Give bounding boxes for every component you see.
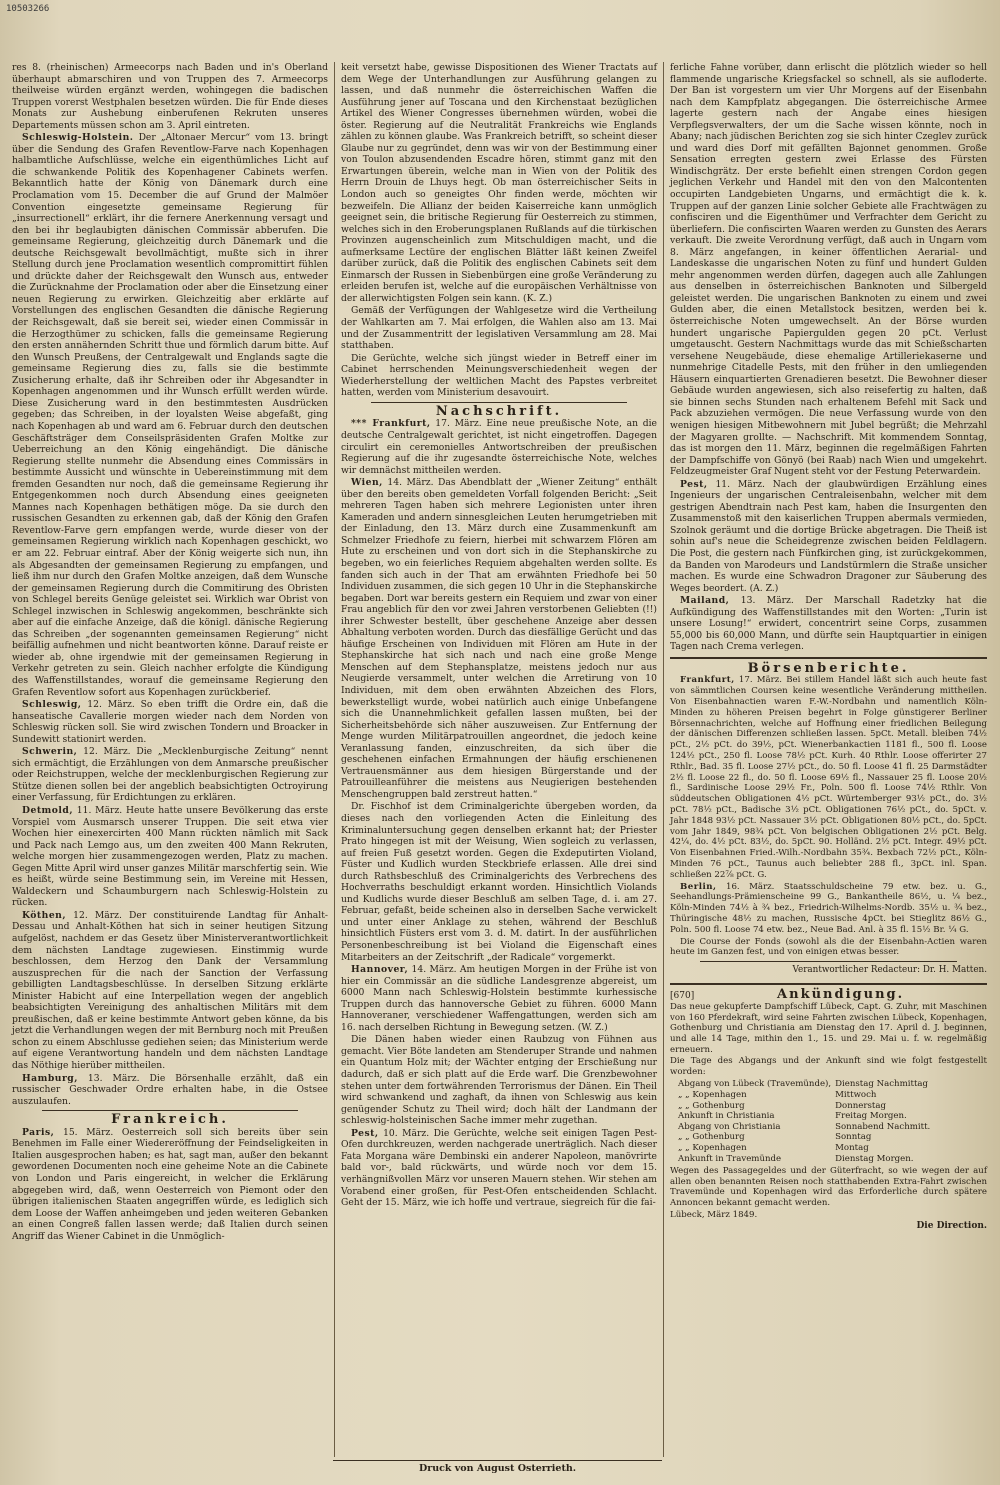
- article-text: 17. März. Bei stillem Handel läßt sich auch heute fast von sämmtlichen Coursen keine wesentliche Veränderung mittheilen. Von Eisenbahnactien waren F.-W.-Nordbahn und namentlich Köln-Minden zu höheren Preisen begehrt in Folge günstigerer Berliner Börsennachrichten, welche auf Hoffnung einer friedlichen Beilegung der dänischen Differenzen schließen lassen. 5pCt. Metall. bleiben 74½ pCt., 2½ pCt. do 39½, pCt. Wienerbankactien 1181 fl., 500 fl. Loose 124½ pCt., 250 fl. Loose 78½ pCt. Kurh. 40 Rthlr. Loose offerirter 27 Rthlr., Bad. 35 fl. Loose 27½ pCt., do. 50 fl. Loose 41 fl. 25 Darmstädter 2½ fl. Loose 22 fl., do. 50 fl. Loose 69½ fl., Nassauer 25 fl. Loose 20½ fl., Sardinische Loose 29½ Fr., Poln. 500 fl. Loose 74½ Rthlr. Von süddeutschen Obligationen 4½ pCt. Würtemberger 93½ pCt., do. 3½ pCt. 78½ pCt., Badische 3½ pCt. Obligationen 76½ pCt., do. 5pCt. v. Jahr 1848 93½ pCt. Nassauer 3½ pCt. Obligationen 80½ pCt., do. 5pCt. vom Jahr 1849, 98¾ pCt. Von belgischen Obligationen 2½ pCt. Belg. 42¼, do. 4½ pCt. 83½, do. 5pCt. 90. Holländ. 2½ pCt. Integr. 49½ pCt. Von Eisenbahnen Fried.-Wilh.-Nordbahn 35¾. Bexbach 72½ pCt., Köln-Minden 76 pCt., Taunus auch beliebter 288 fl., 3pCt. inl. Span. schließen 22⅞ pCt. G.: [670, 675, 988, 880]
- column-2: [335, 62, 664, 1457]
- article-text: keit versetzt habe, gewisse Dispositionen des Wiener Tractats auf dem Wege der Unterhandlungen zur Ausführung gelangen zu lassen, und daß nunmehr die österreichischen Waffen die Ausführung jener auf Toscana und den Kirchenstaat bezüglichen Artikel des Wiener Congresses übernehmen würden, wobei die öster. Regierung auf die Neutralität Frankreichs wie Englands zählen zu können glaube. Was Frankreich betrifft, so scheint dieser Glaube nur zu gegründet, denn was wir von der Bestimmung einer von Toulon abzusendenden Escadre hören, stimmt ganz mit den Erwartungen überein, welche man in Wien von der Politik des Herrn Drouin de Lhuys hegt. Ob man österreichischer Seits in London auch so geneigtes Ohr finden werde, möchten wir bezweifeln. Die Allianz der beiden Kaiserreiche kann unmöglich geeignet sein, die britische Regierung für Oesterreich zu stimmen, welches sich in den Eroberungsplanen Rußlands auf die türkischen Provinzen augenscheinlich zum Mitschuldigen macht, und die aufmerksame Lectüre der englischen Blätter läßt keinen Zweifel darüber zurück, daß die Politik des englischen Cabinets seit dem Einmarsch der Russen in Siebenbürgen eine große Veränderung zu erleiden berufen ist, welche auf die europäischen Verhältnisse von der allerwichtigsten Folgen sein kann. (K. Z.): [341, 62, 657, 304]
- article: [670, 479, 987, 594]
- schedule-route: „ „ Kopenhagen: [678, 1142, 747, 1153]
- ad-signature: Die Direction.: [916, 1221, 987, 1232]
- dateline-place: Schwerin,: [22, 746, 78, 758]
- ad-header: [670, 986, 987, 1003]
- article-text: 10. März. Die Gerüchte, welche seit einigen Tagen Pest-Ofen durchkreuzen, werden nachgerade unerträglich. Nach dieser Fata Morgana wäre Dembinski ein anderer Napoleon, manövrirte bald vor-, bald rückwärts, und würde noch vor dem 15. verhängnißvollen März vor unseren Mauern stehen. Wir stehen am Vorabend einer großen, für Pest-Ofen entscheidenden Schlacht. Geht der 15. März, wie ich hoffe und vertraue, siegreich für die fai-: [341, 1127, 658, 1209]
- column-3: [664, 62, 993, 1457]
- article: [341, 1128, 657, 1209]
- article-text: Der „Altonaer Mercur“ vom 13. bringt über die Sendung des Grafen Reventlow-Farve nach Kopenhagen halbamtliche Aufschlüsse, welche ein eigenthümliches Licht auf die schwankende Politik des Kopenhagener Cabinets werfen. Bekanntlich hatte der König von Dänemark durch eine Proclamation vom 15. December die auf Grund der Malmöer Convention eingesetzte gemeinsame Regierung für „insurrectionell“ erklärt, ihr die fernere Anerkennung versagt und den bei ihr beglaubigten dänischen Commissär abberufen. Die gemeinsame Regierung, gleichzeitig durch Dänemark und die deutsche Reichsgewalt bevollmächtigt, mußte sich in ihrer Stellung durch jene Proclamation wesentlich compromittirt fühlen und drückte daher der Reichsgewalt den Wunsch aus, entweder die Zurücknahme der Proclamation oder aber die Einsetzung einer neuen Regierung zu erwirken. Gleichzeitig aber erklärte auf Vorstellungen des englischen Gesandten die dänische Regierung der Reichsgewalt, daß sie bereit sei, wieder einen Commissär in die Herzogthümer zu schicken, falls die gemeinsame Regierung den ersten annähernden Schritt thue und förmlich darum bitte. Auf den Wunsch Preußens, der Centralgewalt und Englands sagte die gemeinsame Regierung dies zu, falls sie die bestimmte Zusicherung erhalte, daß ihr Schreiben oder ihr Abgesandter in Kopenhagen angenommen und ihr Wunsch erfüllt werden würde. Diese Zusicherung ward in den bestimmtesten Ausdrücken gegeben; das Schreiben, in der loyalsten Weise abgefaßt, ging nach Kopenhagen ab und ward am 6. Februar durch den deutschen Geschäftsträger dem Conseilspräsidenten Grafen Moltke zur Ueberreichung an den König eingehändigt. Die dänische Regierung stellte nunmehr die Absendung eines Commissärs in bestimmte Aussicht und wünschte in Uebereinstimmung mit dem fremden Gesandten nur noch, daß die gemeinsame Regierung ihr Entgegenkommen noch durch Absendung eines geeigneten Mannes nach Kopenhagen bethätigen möge. Da sie durch den russischen Gesandten zu erkennen gab, daß der König den Grafen Reventlow-Farve gern empfangen werde, wurde dieser von der gemeinsamen Regierung wirklich nach Kopenhagen geschickt, wo er am 22. Februar eintraf. Aber der König weigerte sich nun, ihn als Abgesandten der gemeinsamen Regierung zu empfangen, und ließ ihm nur durch den Grafen Moltke anzeigen, daß dem Wunsche der gemeinsamen Regierung durch die Commitirung des Obristen von Schlegel bereits Genüge geleistet sei. Wirklich war Obrist von Schlegel inzwischen in Schleswig angekommen, beschränkte sich aber auf die einfache Anzeige, daß die königl. dänische Regierung das Schreiben „der sogenannten gemeinsamen Regierung“ nicht beifällig aufnehmen und nicht beantworten könne. Darauf reiste er wieder ab, ohne irgendwie mit der gemeinsamen Regierung in Verkehr getreten zu sein. Gleich nachher erfolgte die Kündigung des Waffenstillstandes, worauf die gemeinsame Regierung den Grafen Reventlow sofort aus Kopenhagen zurückberief.: [12, 132, 329, 698]
- page-id: 10503266: [6, 4, 50, 14]
- article: [341, 418, 657, 476]
- article-text: res 8. (rheinischen) Armeecorps nach Baden und in's Oberland überhaupt abmarschiren und von Truppen des 7. Armeecorps theilweise würden ergänzt werden, wohingegen die badischen Truppen vorerst Westphalen besetzen würden. Die für Ende dieses Monats zur Aushebung einberufenen Rekruten unseres Departements müssen schon am 3. April eintreten.: [12, 62, 328, 131]
- divider: [42, 1110, 298, 1111]
- section-heading-boersenberichte: Börsenberichte.: [747, 660, 910, 676]
- advertisement: [670, 983, 987, 1233]
- schedule-row: [678, 1143, 934, 1154]
- ad-text: Die Tage des Abgangs und der Ankunft sind wie folgt festgestellt worden:: [670, 1056, 987, 1077]
- schedule-day: Montag: [835, 1142, 869, 1153]
- article-text: 14. März. Das Abendblatt der „Wiener Zeitung“ enthält über den bereits oben gemeldeten Vorfall folgenden Bericht: „Seit mehreren Tagen haben sich mehrere Legionisten unter ihren Kameraden und andern sinnesgleichen Leuten herumgetrieben mit der Einladung, den 13. März durch eine Zusammenkunft am Schmelzer Friedhofe zu feiern, hierbei mit schwarzem Flören am Hute zu erscheinen und von dort sich in die Stephanskirche zu begeben, wo ein feierliches Requiem abgehalten werden sollte. Es fanden sich auch in der That am erwähnten Friedhofe bei 50 Individuen zusammen, die sich gegen 10 Uhr in die Stephanskirche begaben. Dort war bereits gestern ein Requiem und zwar von einer Frau angeblich für den vor zwei Jahren verstorbenen Geliebten (!!) ihrer Schwester bestellt, über geschehene Anzeige aber dessen Abhaltung verboten worden. Durch das diesfällige Gerücht und das häufige Erscheinen von Individuen mit Flören am Hute in der Stephanskirche hat sich nach und nach eine große Menge Menschen auf dem Stephansplatze, meistens jedoch nur aus Neugierde versammelt, unter welchen die Arretirung von 10 Individuen, mit dem oben erwähnten Abzeichen des Flors, bewerkstelligt wurde, wobei natürlich auch einige Unbefangene sich die Unannehmlichkeit gefallen lassen mußten, bei der Sicherheitsbehörde sich näher auszuweisen. Zur Entfernung der Menge wurden Militärpatrouillen angeordnet, die jedoch keine Veranlassung fanden, einzuschreiten, da sich über die geschehenen einfachen Ermahnungen der häufig erschienenen Vertrauensmänner aus dem hiesigen Bürgerstande und der Patrouilleanführer die meistens aus Neugierigen bestehenden Menschengruppen bald zerstreut hatten.“: [341, 477, 657, 800]
- article: [12, 699, 328, 745]
- article-text: 13. März. Der Marschall Radetzky hat die Aufkündigung des Waffenstillstandes mit den Worten: „Turin ist unsere Losung!“ erwidert, concentrirt seine Corps, zusammen 55,000 bis 60,000 Mann, und dürfte sein Hauptquartier in einigen Tagen nach Crema verlegen.: [670, 595, 987, 653]
- dateline-place: Paris,: [22, 1126, 55, 1138]
- schedule-day: Dienstag Morgen.: [835, 1153, 914, 1164]
- schedule-row: [678, 1101, 934, 1112]
- schedule-route: „ „ Gothenburg: [678, 1132, 745, 1143]
- article-text: 15. März. Oesterreich soll sich bereits über sein Benehmen im Falle einer Wiedereröffnung der Feindseligkeiten in Italien ausgesprochen haben; es hat, sagt man, außer den bekannt gewordenen Documenten noch eine geheime Note an die Cabinete von London und Paris eingereicht, in welcher die Erklärung abgegeben wird, daß, wenn Oesterreich von Piemont oder den übrigen italienischen Staaten angegriffen würde, es lediglich sich dem Loose der Waffen anheimgeben und jeden weiteren Gebanken an einen Congreß fallen lassen werde; daß Italien durch seinen Angriff das Wiener Cabinet in die Unmöglich-: [12, 1126, 329, 1242]
- divider: [371, 402, 627, 403]
- article-text: 16. März. Staatsschuldscheine 79 etw. bez. u. G., Seehandlungs-Prämienscheine 99 G., Bankantheile 86½, u. ¼ bez., Köln-Minden 74½ à ¾ bez., Friedrich-Wilhelms-Nordb. 35½ u. ¾ bez., Thüringische 48½ zu machen, Russische 4pCt. bei Stieglitz 86½ G., Poln. 500 fl. Loose 74 etw. bez., Neue Bad. Anl. à 35 fl. 15½ Br. ¼ G.: [670, 881, 987, 935]
- dateline-place: Frankfurt,: [680, 675, 735, 686]
- article-text: 12. März. So eben trifft die Ordre ein, daß die hanseatische Cavallerie morgen wieder nach dem Norden von Schleswig rücken soll. Sie wird zwischen Tondern und Broacker in Sundewitt stationirt werden.: [12, 699, 329, 745]
- ad-title: Ankündigung.: [777, 986, 905, 1002]
- divider: [670, 657, 987, 659]
- article: [670, 595, 987, 653]
- article: [341, 477, 657, 800]
- responsible-editor: Verantwortlicher Redacteur: Dr. H. Matten.: [792, 965, 987, 976]
- dateline-place: Köthen,: [22, 909, 67, 921]
- schedule-row: [678, 1090, 934, 1101]
- schedule-table: [678, 1079, 934, 1164]
- schedule-day: Sonnabend Nachmitt.: [835, 1121, 931, 1132]
- section-heading-frankreich: Frankreich.: [111, 1112, 229, 1128]
- article-text: 12. März. Die „Mecklenburgische Zeitung“ nennt sich ermächtigt, die Erzählungen von dem Anmarsche preußischer oder Reichstruppen, welche der mecklenburgischen Regierung zur Stütze dienen sollen bei der angeblich beabsichtigten Octroyirung einer Verfassung, für Erdichtungen zu erklären.: [12, 746, 328, 804]
- article: [12, 805, 328, 909]
- dateline-place: Hannover,: [351, 964, 409, 976]
- article: [12, 910, 328, 1072]
- stock-reports: [670, 675, 987, 958]
- dateline-place: Schleswig-Holstein.: [22, 132, 134, 144]
- printer-imprint: Druck von August Osterrieth.: [333, 1460, 662, 1474]
- column-1: [6, 62, 335, 1457]
- schedule-route: Ankunft in Christiania: [678, 1111, 775, 1122]
- schedule-row: [678, 1132, 934, 1143]
- dateline-place: *** Frankfurt,: [351, 418, 431, 430]
- dateline-place: Berlin,: [680, 881, 717, 892]
- article-text: Die Gerüchte, welche sich jüngst wieder in Betreff einer im Cabinet herrschenden Meinungsverschiedenheit wegen der Wiederherstellung der weltlichen Macht des Papstes verbreitet hatten, werden vom Ministerium desavouirt.: [341, 352, 657, 399]
- article-text: ferliche Fahne vorüber, dann erlischt die plötzlich wieder so hell flammende ungarische Kriegsfackel so schnell, als sie aufloderte. Der Ban ist vorgestern um vier Uhr Morgens auf der Eisenbahn nach dem Kampfplatz abgegangen. Die österreichische Armee lagerte gestern nach der Angabe eines hiesigen Verpflegsverwalters, der um die Sache wissen könnte, noch in Abany; nach jüdischen Berichten zog sie sich hinter Czeglev zurück und ward dies Dorf mit gefällten Bajonnet genommen. Große Sensation erregten gestern zwei Erlasse des Fürsten Windischgrätz. Der erste befiehlt einen strengen Cordon gegen jeglichen Verkehr und Handel mit den von den Malcontenten occupirten Landgebieten Ungarns, und ermächtigt die k. k. Truppen auf der ganzen Linie solcher Gebiete alle Frachtwägen zu confisciren und die Eigenthümer und Verfrachter dem Gericht zu überliefern. Die confiscirten Waaren werden zu Gunsten des Aerars verkauft. Die zweite Verordnung verfügt, daß auch in Ungarn vom 8. März angefangen, in keiner öffentlichen Aerarial- und Landeskasse die ungarischen Noten zu fünf und hundert Gulden mehr angenommen werden dürfen, dagegen auch alle Zahlungen aus denselben in österreichischen Banknoten und Silbergeld geleistet werden. Die ungarischen Banknoten zu einem und zwei Gulden aber, die einen Metallstock besitzen, werden bei k. österreichische Noten umgewechselt. An der Börse wurden hundert ungarische Papiergulden gegen 20 pCt. Verlust umgetauscht. Gestern Nachmittags wurde das mit Schießscharten versehene Neugebäude, diese ehemalige Artilleriekaserne und nunmehrige Citadelle Pests, mit den früher in den umliegenden Häusern einquartierten Grenadieren besetzt. Die Bewohner dieser Gebäude wurden angewiesen, sich also reisefertig zu halten, daß sie binnen sechs Stunden nach erhaltenem Befehl mit Sack und Pack abzuziehen vermögen. Die neue Verfassung wurde von den wenigen hiesigen Mitbewohnern mit Jubel begrüßt; die Mehrzahl der Magyaren grollte. — Nachschrift. Mit kommendem Sonntag, das ist morgen den 11. März, beginnen die regelmäßigen Fahrten der Dampfschiffe von Gönyö (bei Raab) nach Wien und umgekehrt. Feldzeugmeister Graf Nugent steht vor der Festung Peterwardein.: [670, 62, 987, 478]
- ad-place-date: Lübeck, März 1849.: [670, 1209, 758, 1220]
- article-text: 12. März. Der constituirende Landtag für Anhalt-Dessau und Anhalt-Köthen hat sich in seiner heutigen Sitzung aufgelöst, nachdem er das Gesetz über Ministerverantwortlichkeit dem nächsten Landtage zugewiesen. Einstimmig wurde beschlossen, dem Herzog den Dank der Versammlung auszusprechen für die nach der Sanction der Verfassung gebilligten Landtagsbeschlüsse. In derselben Sitzung erklärte Minister Habicht auf eine Interpellation wegen der angeblich beabsichtigten Vereinigung des anhaltischen Militärs mit dem preußischen, daß er keine bestimmte Antwort geben könne, da bis jetzt die Verhandlungen wegen der mit Bernburg noch mit Preußen schon zu einem Abschlusse gediehen seien; das Ministerium werde auf eigene Verantwortung handeln und dem nächsten Landtage das Nöthige hierüber mittheilen.: [12, 909, 328, 1072]
- dateline-place: Hamburg,: [22, 1072, 78, 1084]
- schedule-row: [678, 1122, 934, 1133]
- dateline-place: Wien,: [351, 477, 383, 489]
- article: [341, 964, 657, 1033]
- columns: [6, 62, 994, 1457]
- article-text: Die Course der Fonds (sowohl als die der Eisenbahn-Actien waren heute im Ganzen fest, und von einigen etwas besser.: [670, 936, 987, 958]
- schedule-route: „ „ Gothenburg: [678, 1100, 745, 1111]
- dateline-place: Schleswig,: [22, 699, 82, 711]
- article-text: 13. März. Die Börsenhalle erzählt, daß ein russischer Geschwader Ordre erhalten habe, in die Ostsee auszulaufen.: [12, 1072, 328, 1107]
- ad-text: Das neue gekupferte Dampfschiff Lübeck, Capt. G. Zuhr, mit Maschinen von 160 Pferdekraft, wird seine Fahrten zwischen Lübeck, Kopenhagen, Gothenburg und Christiania am Dienstag den 17. April d. J. beginnen, und alle 14 Tage, mithin den 1., 15. und 29. Mai u. f. w. regelmäßig erneuern.: [670, 1002, 987, 1055]
- article-text: 11. März. Heute hatte unsere Bevölkerung das erste Vorspiel vom Ausmarsch unserer Truppen. Die seit etwa vier Wochen hier einexercirten 400 Mann rückten nämlich mit Sack und Pack nach Lemgo aus, um den zweiten 400 Mann Rekruten, welche morgen hier zusammengezogen werden, Platz zu machen. Gegen Mitte April wird unser ganzes Militär marschfertig sein. Wie es heißt, würde seine Bestimmung sein, im Vereine mit Hessen, Waldeckern und Schaumburgern nach Schleswig-Holstein zu rücken.: [12, 805, 329, 909]
- article-text: Die Dänen haben wieder einen Raubzug von Fühnen aus gemacht. Vier Böte landeten am Stenderuper Strande und nahmen ein Quantum Holz mit; der Wächter entging der Erschießung nur dadurch, daß er sich platt auf die Erde warf. Die Grenzbewohner stehen unter dem fortwährenden Terrorismus der Dänen. Ein Theil wird schwankend und zaghaft, da ihnen von Schleswig aus kein genügender Schutz zu Theil wird; doch hält der Landmann der schleswig-holsteinischen Sache immer mehr zugethan.: [341, 1034, 657, 1127]
- article-text: Dr. Fischhof ist dem Criminalgerichte übergeben worden, da dieses nach den vorliegenden Acten die Einleitung des Kriminaluntersuchung gegen denselben erkannt hat; der Priester Prato hingegen ist mit der Weisung, Wien sogleich zu verlassen, auf freien Fuß gesetzt worden. Gegen die Exdeputirten Violand, Füster und Kudlich wurden Steckbriefe erlassen. Alle drei sind durch Rathsbeschluß des Criminalgerichts des Verbrechens des Hochverraths beschuldigt erkannt worden. Hinsichtlich Violands und Kudlichs wurde dieser Beschluß am selben Tage, d. i. am 27. Februar, gefaßt, beide scheinen also in derselben Sache verwickelt und unter einer Anklage zu stehen, während der Beschluß hinsichtlich Füsters erst vom 3. d. M. datirt. In der ausführlichen Personenbeschreibung ist bei Violand die Eigenschaft eines Mitarbeiters an der Zeitschrift „der Radicale“ vorgemerkt.: [341, 801, 657, 963]
- schedule-route: Ankunft in Travemünde: [678, 1153, 782, 1164]
- schedule-day: Freitag Morgen.: [835, 1111, 907, 1122]
- dateline-place: Pest,: [351, 1127, 379, 1139]
- schedule-row: [678, 1079, 934, 1090]
- article-text: 17. März. Eine neue preußische Note, an die deutsche Centralgewalt gerichtet, ist nicht eingetroffen. Dagegen circulirt ein ceremonielles Antwortschreiben der preußischen Regierung auf die ihr zugesandte österreichische Note, welches wir demnächst mittheilen werden.: [341, 418, 657, 476]
- ad-number: [670]: [670, 990, 695, 1001]
- dateline-place: Pest,: [680, 478, 708, 490]
- schedule-day: Sonntag: [835, 1132, 872, 1143]
- schedule-day: Mittwoch: [835, 1090, 877, 1100]
- article: [12, 1073, 328, 1108]
- dateline-place: Mailand,: [680, 595, 730, 607]
- article-text: Gemäß der Verfügungen der Wahlgesetze wird die Vertheilung der Wahlkarten am 7. Mai erfolgen, die Wahlen also am 13. Mai und der Zusammentritt der legislativen Versammlung am 28. Mai statthaben.: [341, 305, 657, 352]
- schedule-day: Donnerstag: [835, 1100, 886, 1111]
- article-text: 14. März. Am heutigen Morgen in der Frühe ist von hier ein Commissär an die südliche Landesgrenze abgereist, um 6000 Mann nach Schleswig-Holstein bestimmte kurhessische Truppen durch das hannoversche Gebiet zu führen. 6000 Mann Hannoveraner, verschiedener Waffengattungen, werden sich am 16. nach derselben Richtung in Bewegung setzen. (W. Z.): [341, 964, 657, 1033]
- divider: [700, 961, 957, 962]
- schedule-day: Dienstag Nachmittag: [835, 1079, 929, 1090]
- article: [12, 132, 328, 698]
- schedule-row: [678, 1154, 934, 1165]
- schedule-route: Abgang von Christiania: [678, 1121, 781, 1132]
- ad-text: Wegen des Passagegeldes und der Güterfracht, so wie wegen der auf allen oben benannten Reisen noch statthabenden Extra-Fahrt zwischen Travemünde und Kopenhagen wird das Erforderliche durch spätere Annoncen bekannt gemacht werden.: [670, 1166, 987, 1208]
- schedule-route: „ „ Kopenhagen: [678, 1090, 747, 1100]
- schedule-row: [678, 1111, 934, 1122]
- schedule-route: Abgang von Lübeck (Travemünde),: [678, 1079, 832, 1090]
- article: [12, 1127, 328, 1242]
- dateline-place: Detmold,: [22, 805, 74, 816]
- article: [670, 882, 987, 936]
- section-heading-nachschrift: Nachschrift.: [435, 403, 563, 419]
- article-text: 11. März. Nach der glaubwürdigen Erzählung eines Ingenieurs der ungarischen Centraleisenbahn, welcher mit dem gestrigen Abendtrain nach Pest kam, haben die Insurgenten den Zusammenstoß mit den kaiserlichen Truppen abermals vermieden, Szolnok geräumt und die dortige Brücke abgetragen. Die Theiß ist sohin auf's neue die Scheidegrenze zwischen beiden Feldlagern. Die Post, die gestern nach Fünfkirchen ging, ist zurückgekommen, da Banden von Marodeurs und Landstürmlern die Straße unsicher machen. Es wurde eine Schwadron Dragoner zur Säuberung des Weges beordert. (A. Z.): [670, 478, 987, 594]
- article: [12, 746, 328, 804]
- article: [670, 675, 987, 880]
